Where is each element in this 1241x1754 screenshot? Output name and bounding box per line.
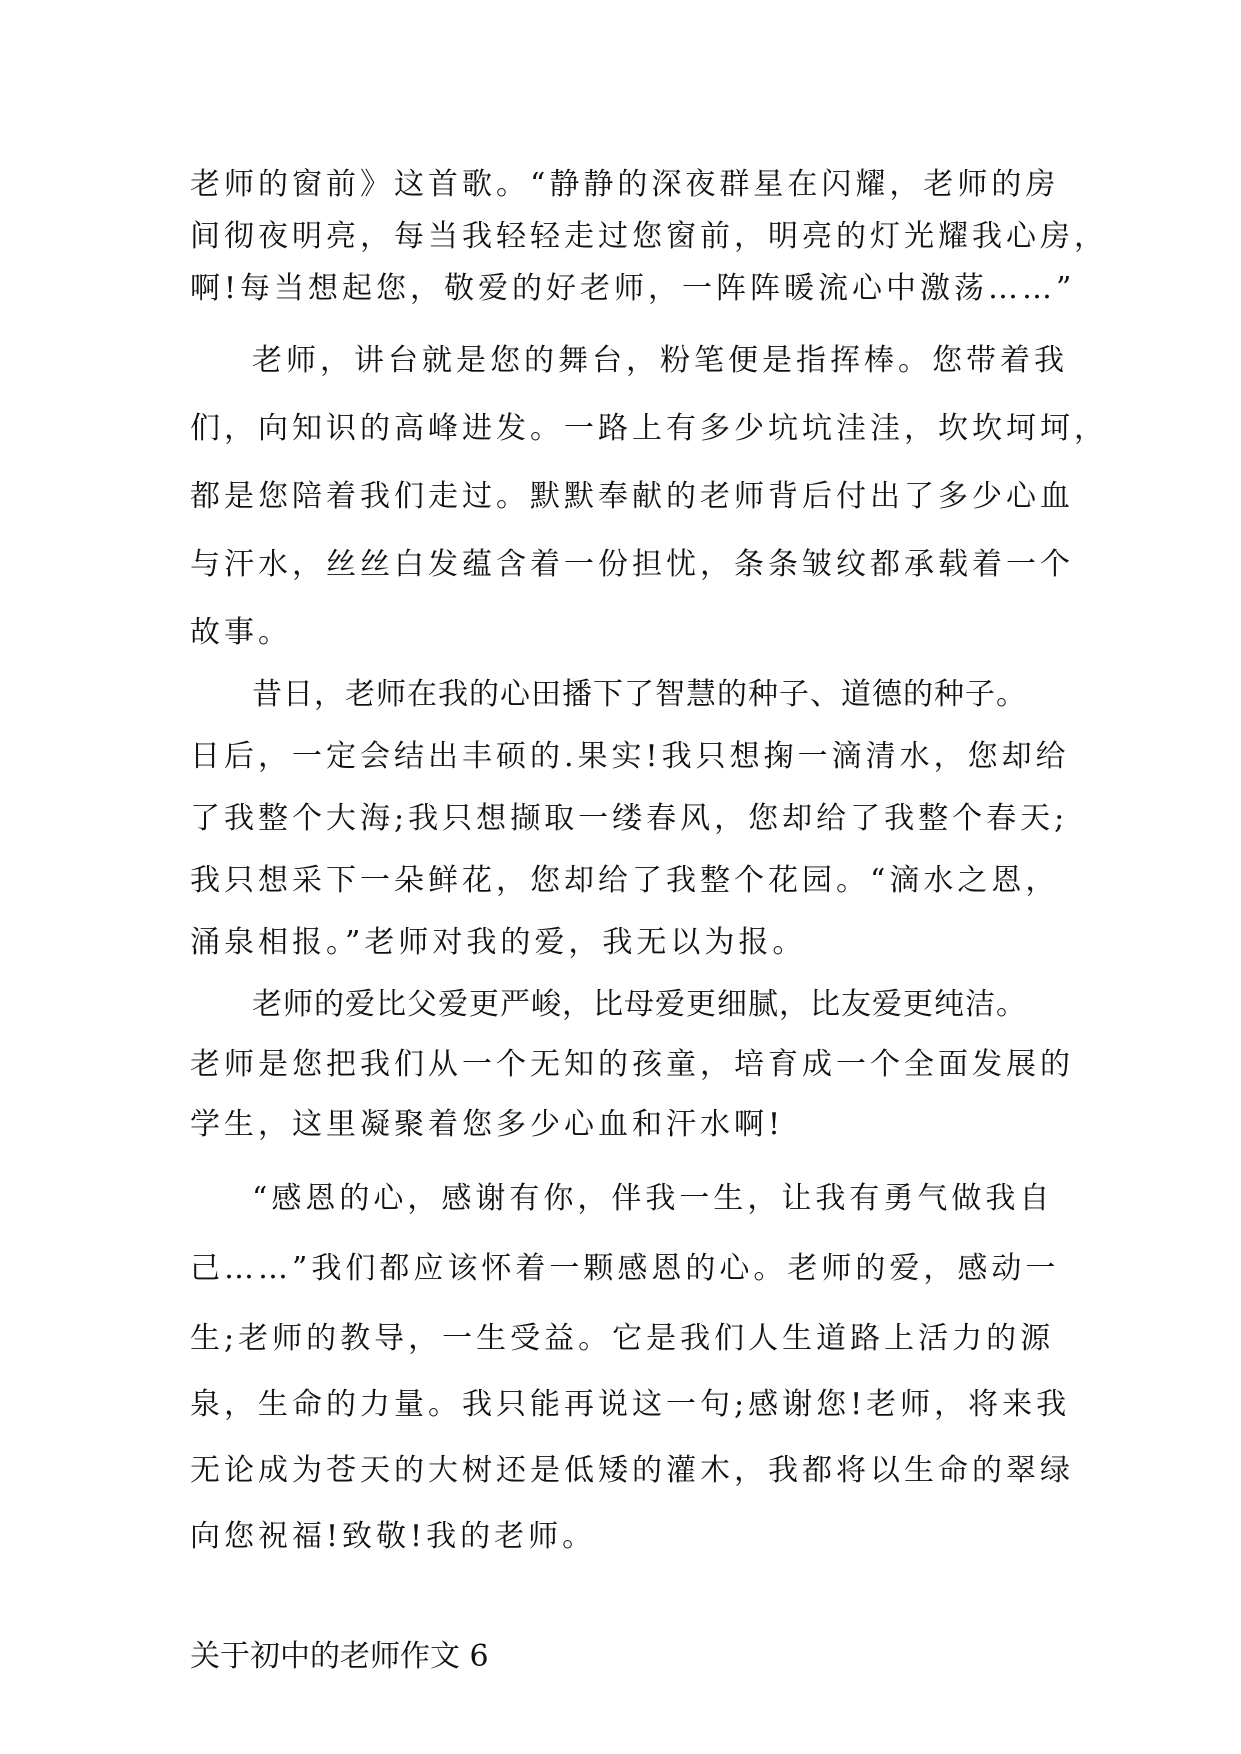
text-line: 学生，这里凝聚着您多少心血和汗水啊! (190, 1107, 785, 1142)
text-line: 啊!每当想起您，敬爱的好老师，一阵阵暖流心中激荡……” (190, 271, 1076, 306)
text-line: 无论成为苍天的大树还是低矮的灌木，我都将以生命的翠绿 (190, 1453, 1074, 1488)
text-line: 老师的窗前》这首歌。“静静的深夜群星在闪耀，老师的房 (190, 167, 1060, 202)
text-line: 间彻夜明亮，每当我轻轻走过您窗前，明亮的灯光耀我心房， (190, 219, 1108, 254)
text-line: “感恩的心，感谢有你，伴我一生，让我有勇气做我自 (252, 1181, 1054, 1216)
text-line: 向您祝福!致敬!我的老师。 (190, 1519, 597, 1554)
section-heading: 关于初中的老师作文 6 (190, 1639, 489, 1674)
text-line: 都是您陪着我们走过。默默奉献的老师背后付出了多少心血 (190, 479, 1074, 514)
text-line: 昔日，老师在我的心田播下了智慧的种子、道德的种子。 (252, 677, 1027, 712)
text-line: 日后，一定会结出丰硕的.果实!我只想掬一滴清水，您却给 (190, 739, 1070, 774)
text-line: 我只想采下一朵鲜花，您却给了我整个花园。“滴水之恩， (190, 863, 1060, 898)
text-line: 己……”我们都应该怀着一颗感恩的心。老师的爱，感动一 (190, 1251, 1060, 1286)
text-line: 老师的爱比父爱更严峻，比母爱更细腻，比友爱更纯洁。 (252, 987, 1027, 1022)
text-line: 了我整个大海;我只想撷取一缕春风，您却给了我整个春天; (190, 801, 1069, 836)
text-line: 老师，讲台就是您的舞台，粉笔便是指挥棒。您带着我 (252, 343, 1068, 378)
text-line: 与汗水，丝丝白发蕴含着一份担忧，条条皱纹都承载着一个 (190, 547, 1074, 582)
text-line: 们，向知识的高峰进发。一路上有多少坑坑洼洼，坎坎坷坷， (190, 411, 1108, 446)
text-line: 涌泉相报。”老师对我的爱，我无以为报。 (190, 925, 807, 960)
text-line: 故事。 (190, 615, 292, 650)
text-line: 生;老师的教导，一生受益。它是我们人生道路上活力的源 (190, 1321, 1055, 1356)
text-line: 老师是您把我们从一个无知的孩童，培育成一个全面发展的 (190, 1047, 1074, 1082)
text-line: 泉，生命的力量。我只能再说这一句;感谢您!老师，将来我 (190, 1387, 1071, 1422)
